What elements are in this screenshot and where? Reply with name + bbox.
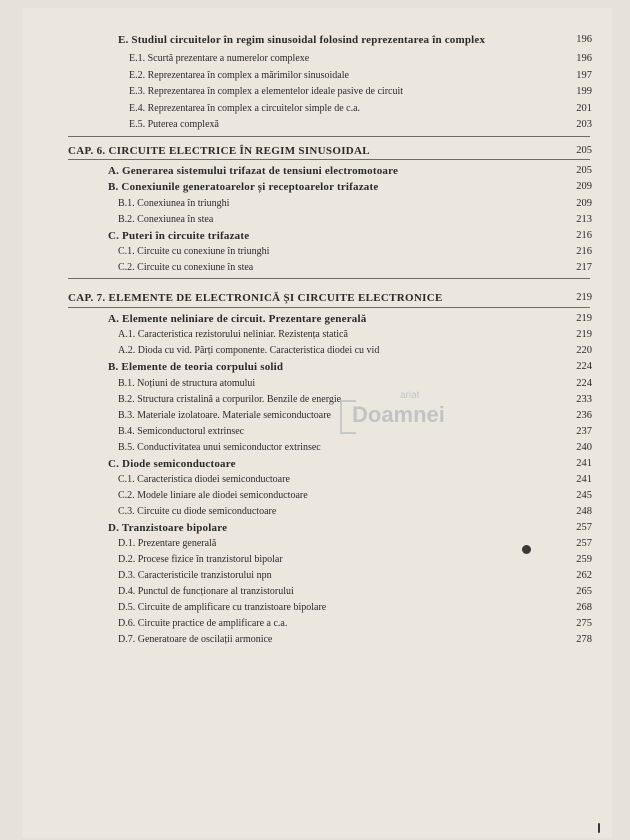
toc-entry-title: C.2. Circuite cu conexiune în stea — [118, 262, 254, 273]
toc-entry-page: 216 — [576, 230, 592, 241]
toc-entry-page: 219 — [576, 292, 592, 303]
toc-entry-title: D. Tranzistoare bipolare — [108, 522, 228, 534]
watermark-text: Doamnei — [352, 402, 445, 427]
toc-entry — [22, 33, 612, 47]
toc-entry-page: 219 — [576, 329, 592, 340]
toc-entry — [22, 180, 612, 194]
toc-entry-title: E.3. Reprezentarea în complex a elementelor ideale pasive de circuit — [129, 86, 404, 97]
toc-entry-page: 233 — [576, 394, 592, 405]
ink-mark — [598, 823, 600, 833]
toc-entry-page: 209 — [576, 198, 592, 209]
toc-entry-page: 275 — [576, 618, 592, 629]
toc-entry-title: E.5. Puterea complexă — [129, 119, 219, 130]
toc-entry-page: 224 — [576, 361, 592, 372]
toc-entry-title: B. Conexiunile generatoarelor și receptoarelor trifazate — [108, 181, 379, 193]
toc-entry-page: 197 — [576, 70, 592, 81]
toc-entry-title: D.7. Generatoare de oscilații armonice — [118, 634, 273, 645]
toc-entry — [22, 441, 612, 455]
toc-entry-page: 259 — [576, 554, 592, 565]
toc-entry — [22, 425, 612, 439]
toc-entry — [22, 344, 612, 358]
book-page — [22, 8, 612, 838]
toc-entry — [22, 585, 612, 599]
toc-entry-page: 240 — [576, 442, 592, 453]
toc-entry-page: 196 — [576, 53, 592, 64]
toc-entry-page: 278 — [576, 634, 592, 645]
toc-entry-title: C.1. Circuite cu conexiune în triunghi — [118, 246, 270, 257]
toc-entry-page: 219 — [576, 313, 592, 324]
toc-entry — [22, 377, 612, 391]
toc-entry-page: 241 — [576, 474, 592, 485]
toc-entry — [22, 69, 612, 83]
toc-entry — [22, 312, 612, 326]
toc-entry — [22, 197, 612, 211]
toc-entry — [22, 102, 612, 116]
toc-entry-page: 201 — [576, 103, 592, 114]
toc-entry-title: C. Puteri în circuite trifazate — [108, 230, 250, 242]
toc-entry-title: B.1. Conexiunea în triunghi — [118, 198, 230, 209]
table-of-contents — [22, 8, 612, 838]
toc-entry-title: B.4. Semiconductorul extrinsec — [118, 426, 245, 437]
toc-entry — [22, 85, 612, 99]
toc-entry-title: D.2. Procese fizice în tranzistorul bipolar — [118, 554, 283, 565]
toc-entry-title: A.2. Dioda cu vid. Părți componente. Caracteristica diodei cu vid — [118, 345, 380, 356]
toc-entry-page: 203 — [576, 119, 592, 130]
toc-entry-title: D.1. Prezentare generală — [118, 538, 217, 549]
toc-entry-title: A.1. Caracteristica rezistorului neliniar. Rezistența statică — [118, 329, 348, 340]
toc-entry — [22, 569, 612, 583]
toc-entry — [22, 553, 612, 567]
toc-entry-page: 205 — [576, 165, 592, 176]
toc-entry-title: D.3. Caracteristicile tranzistorului npn — [118, 570, 272, 581]
toc-entry-title: B. Elemente de teoria corpului solid — [108, 361, 284, 373]
toc-entry-title: D.5. Circuite de amplificare cu tranzistoare bipolare — [118, 602, 327, 613]
toc-entry-page: 224 — [576, 378, 592, 389]
toc-entry-page: 257 — [576, 522, 592, 533]
toc-entry — [22, 213, 612, 227]
section-divider — [68, 136, 590, 137]
toc-entry — [22, 393, 612, 407]
toc-entry-page: 265 — [576, 586, 592, 597]
toc-entry-title: D.6. Circuite practice de amplificare a c.a. — [118, 618, 288, 629]
toc-entry — [22, 261, 612, 275]
toc-entry-page: 199 — [576, 86, 592, 97]
toc-entry-title: B.2. Conexiunea în stea — [118, 214, 214, 225]
toc-entry-page: 217 — [576, 262, 592, 273]
toc-entry — [22, 633, 612, 647]
toc-entry-page: 248 — [576, 506, 592, 517]
toc-entry-title: C.2. Modele liniare ale diodei semiconductoare — [118, 490, 308, 501]
toc-entry — [22, 229, 612, 243]
toc-chapter — [22, 291, 612, 305]
toc-entry-page: 236 — [576, 410, 592, 421]
toc-entry-page: 220 — [576, 345, 592, 356]
toc-entry — [22, 52, 612, 66]
toc-entry-title: E.2. Reprezentarea în complex a mărimilor sinusoidale — [129, 70, 349, 81]
toc-entry — [22, 521, 612, 535]
toc-entry-page: 213 — [576, 214, 592, 225]
toc-entry-page: 205 — [576, 145, 592, 156]
toc-entry — [22, 328, 612, 342]
toc-entry-title: E.4. Reprezentarea în complex a circuitelor simple de c.a. — [129, 103, 361, 114]
toc-entry-page: 196 — [576, 34, 592, 45]
toc-entry — [22, 617, 612, 631]
toc-entry-page: 262 — [576, 570, 592, 581]
toc-entry — [22, 457, 612, 471]
toc-chapter — [22, 144, 612, 158]
toc-entry — [22, 245, 612, 259]
toc-entry — [22, 601, 612, 615]
toc-entry-title: B.3. Materiale izolatoare. Materiale semiconductoare — [118, 410, 331, 421]
section-divider — [68, 278, 590, 279]
toc-entry-title: C.3. Circuite cu diode semiconductoare — [118, 506, 277, 517]
ink-spot — [522, 545, 531, 554]
toc-entry-title: D.4. Punctul de funcționare al tranzistorului — [118, 586, 294, 597]
toc-entry-page: 237 — [576, 426, 592, 437]
toc-entry — [22, 489, 612, 503]
toc-entry-title: A. Elemente neliniare de circuit. Prezentare generală — [108, 313, 367, 325]
toc-entry-title: B.5. Conductivitatea unui semiconductor extrinsec — [118, 442, 321, 453]
watermark-small-text: ariat — [400, 390, 420, 401]
toc-entry — [22, 118, 612, 132]
toc-entry-title: E. Studiul circuitelor în regim sinusoidal folosind reprezentarea în complex — [118, 34, 486, 46]
toc-entry — [22, 473, 612, 487]
toc-entry-title: C. Diode semiconductoare — [108, 458, 236, 470]
chapter-underline — [68, 159, 590, 160]
toc-entry-title: A. Generarea sistemului trifazat de tensiuni electromotoare — [108, 165, 399, 177]
toc-entry-title: CAP. 7. ELEMENTE DE ELECTRONICĂ ȘI CIRCUITE ELECTRONICE — [68, 292, 443, 304]
toc-entry-page: 241 — [576, 458, 592, 469]
toc-entry — [22, 409, 612, 423]
toc-entry-page: 209 — [576, 181, 592, 192]
toc-entry-page: 257 — [576, 538, 592, 549]
toc-entry-title: C.1. Caracteristica diodei semiconductoare — [118, 474, 290, 485]
toc-entry-page: 216 — [576, 246, 592, 257]
toc-entry — [22, 360, 612, 374]
toc-entry — [22, 505, 612, 519]
toc-entry-page: 268 — [576, 602, 592, 613]
toc-entry — [22, 164, 612, 178]
toc-entry-title: CAP. 6. CIRCUITE ELECTRICE ÎN REGIM SINUSOIDAL — [68, 145, 370, 157]
chapter-underline — [68, 307, 590, 308]
toc-entry-title: E.1. Scurtă prezentare a numerelor complexe — [129, 53, 310, 64]
toc-entry-title: B.2. Structura cristalină a corpurilor. Benzile de energie — [118, 394, 342, 405]
toc-entry-page: 245 — [576, 490, 592, 501]
toc-entry-title: B.1. Noțiuni de structura atomului — [118, 378, 256, 389]
